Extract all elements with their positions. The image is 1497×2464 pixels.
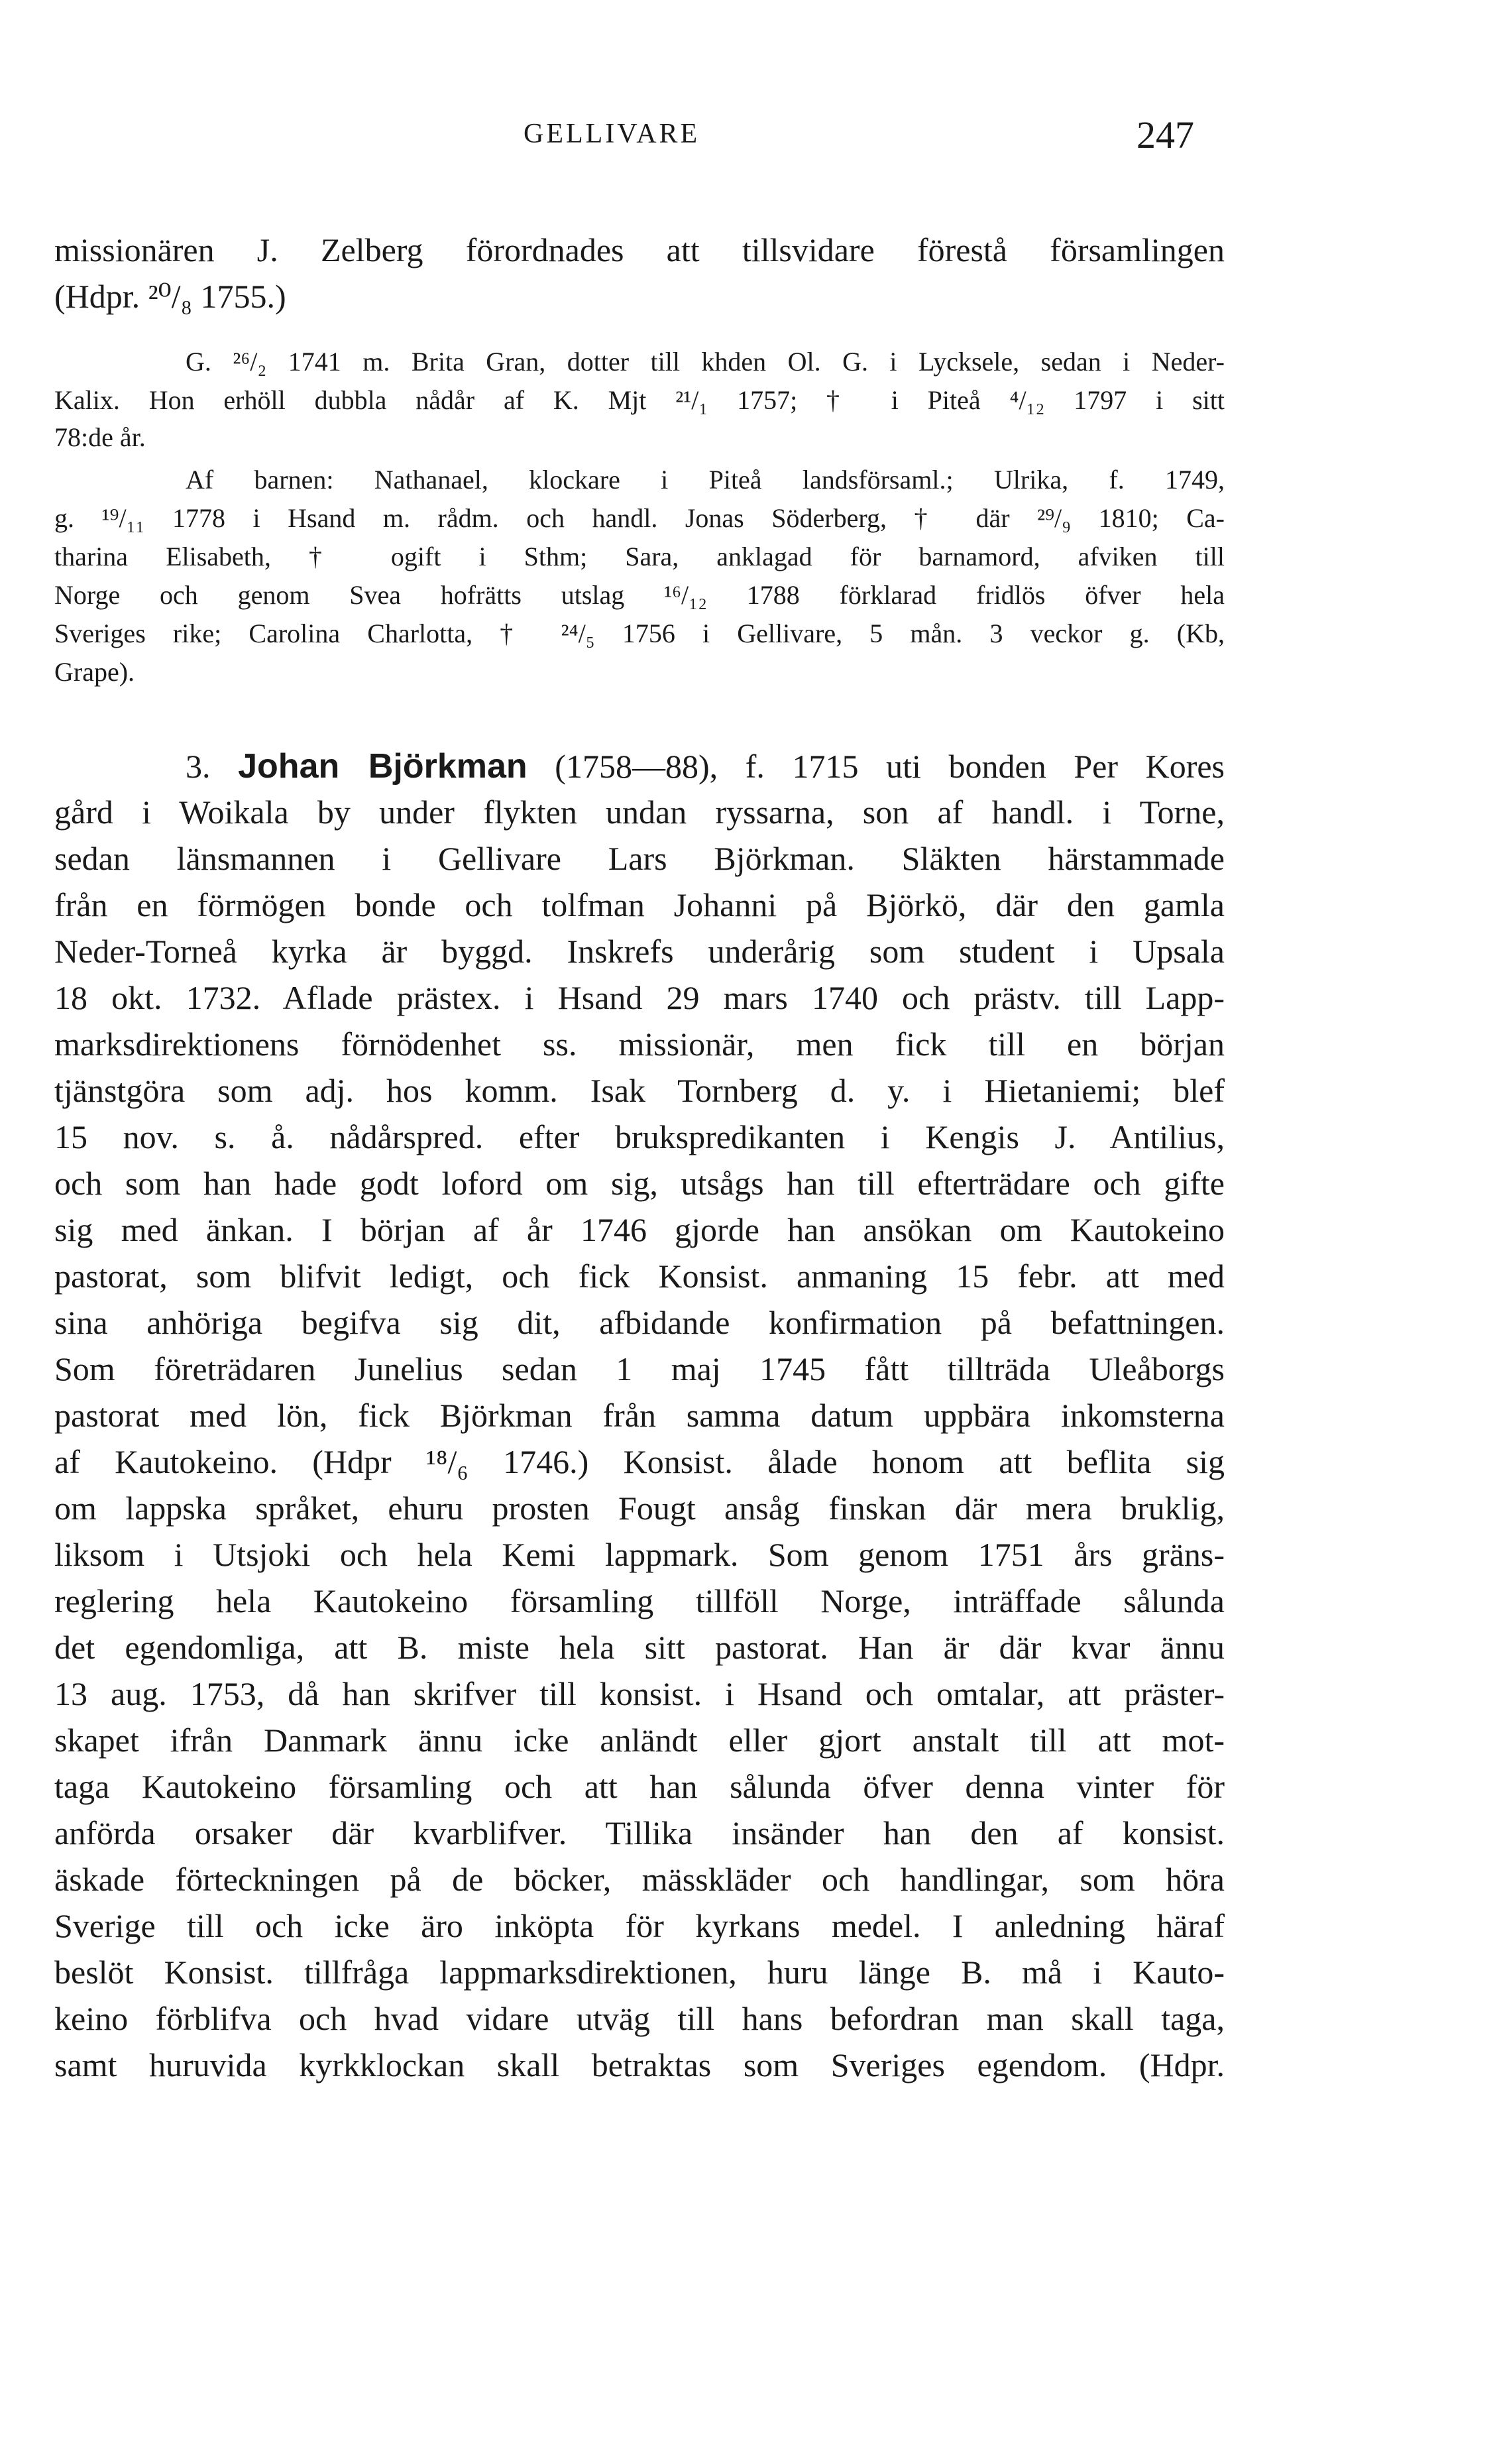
body-line: anförda orsaker där kvarblifver. Tillika insänder han den af konsist. [54,1814,1225,1851]
note-line: tharina Elisabeth, † ogift i Sthm; Sara, anklagad för barnamord, afviken till [54,542,1225,571]
body-line: sina anhöriga begifva sig dit, afbidande konfirmation på befattningen. [54,1304,1225,1341]
body-line: 18 okt. 1732. Aflade prästex. i Hsand 29 mars 1740 och prästv. till Lapp- [54,979,1225,1016]
body-line: skapet ifrån Danmark ännu icke anländt eller gjort anstalt till att mot- [54,1722,1225,1759]
body-line: gård i Woikala by under flykten undan ryssarna, son af handl. i Torne, [54,793,1225,831]
body-line: Sverige till och icke äro inköpta för kyrkans medel. I anledning häraf [54,1907,1225,1944]
note-line: Grape). [54,657,135,687]
body-line: Som företrädaren Junelius sedan 1 maj 1745 fått tillträda Uleåborgs [54,1350,1225,1387]
page-header [0,113,1497,172]
body-line: af Kautokeino. (Hdpr ¹⁸/₆ 1746.) Konsist. ålade honom att beflita sig [54,1443,1225,1480]
body-line: tjänstgöra som adj. hos komm. Isak Tornberg d. y. i Hietaniemi; blef [54,1072,1225,1109]
note-line: 78:de år. [54,422,146,452]
body-line: (Hdpr. ²⁰/₈ 1755.) [54,278,286,315]
body-line: liksom i Utsjoki och hela Kemi lappmark. Som genom 1751 års gräns- [54,1536,1225,1573]
body-line: 15 nov. s. å. nådårspred. efter brukspredikanten i Kengis J. Antilius, [54,1118,1225,1155]
body-line: pastorat, som blifvit ledigt, och fick Konsist. anmaning 15 febr. att med [54,1258,1225,1295]
body-line: samt huruvida kyrkklockan skall betraktas som Sveriges egendom. (Hdpr. [54,2046,1225,2083]
body-line: reglering hela Kautokeino församling tillföll Norge, inträffade sålunda [54,1582,1225,1619]
body-line: och som han hade godt loford om sig, utsågs han till efterträdare och gifte [54,1165,1225,1202]
running-title: GELLIVARE [524,119,700,149]
body-line: pastorat med lön, fick Björkman från samma datum uppbära inkomsterna [54,1397,1225,1434]
body-line: marksdirektionens förnödenhet ss. missionär, men fick till en början [54,1026,1225,1063]
body-line: missionären J. Zelberg förordnades att tillsvidare förestå församlingen [54,231,1225,268]
section-line: (1758—88), f. 1715 uti bonden Per Kores [555,748,1225,785]
body-line: äskade förteckningen på de böcker, mässkläder och handlingar, som höra [54,1861,1225,1898]
body-line: det egendomliga, att B. miste hela sitt pastorat. Han är där kvar ännu [54,1629,1225,1666]
note-line: Sveriges rike; Carolina Charlotta, † ²⁴/₅ 1756 i Gellivare, 5 mån. 3 veckor g. (Kb, [54,618,1225,648]
note-line: Af barnen: Nathanael, klockare i Piteå landsförsaml.; Ulrika, f. 1749, [186,465,1225,495]
body-line: beslöt Konsist. tillfråga lappmarksdirektionen, huru länge B. må i Kauto- [54,1954,1225,1991]
section-heading-line [186,746,1225,786]
body-line: Neder-Torneå kyrka är byggd. Inskrefs underårig som student i Upsala [54,933,1225,970]
page-number: 247 [1137,113,1194,156]
body-line: 13 aug. 1753, då han skrifver till konsist. i Hsand och omtalar, att präster- [54,1675,1225,1712]
note-line: g. ¹⁹/₁₁ 1778 i Hsand m. rådm. och handl. Jonas Söderberg, † där ²⁹/₉ 1810; Ca- [54,503,1225,533]
body-line: sig med änkan. I början af år 1746 gjorde han ansökan om Kautokeino [54,1211,1225,1248]
note-line: G. ²⁶/₂ 1741 m. Brita Gran, dotter till khden Ol. G. i Lycksele, sedan i Neder- [186,347,1225,377]
person-name: Johan Björkman [238,747,527,786]
body-line: om lappska språket, ehuru prosten Fougt ansåg finskan där mera bruklig, [54,1490,1225,1527]
body-line: sedan länsmannen i Gellivare Lars Björkman. Släkten härstammade [54,840,1225,877]
body-line: keino förblifva och hvad vidare utväg till hans befordran man skall taga, [54,2000,1225,2037]
body-line: taga Kautokeino församling och att han sålunda öfver denna vinter för [54,1768,1225,1805]
note-line: Kalix. Hon erhöll dubbla nådår af K. Mjt ²¹/₁ 1757; † i Piteå ⁴/₁₂ 1797 i sitt [54,385,1225,415]
note-line: Norge och genom Svea hofrätts utslag ¹⁶/₁₂ 1788 förklarad fridlös öfver hela [54,580,1225,610]
body-line: från en förmögen bonde och tolfman Johanni på Björkö, där den gamla [54,886,1225,923]
section-number: 3. [186,748,211,785]
